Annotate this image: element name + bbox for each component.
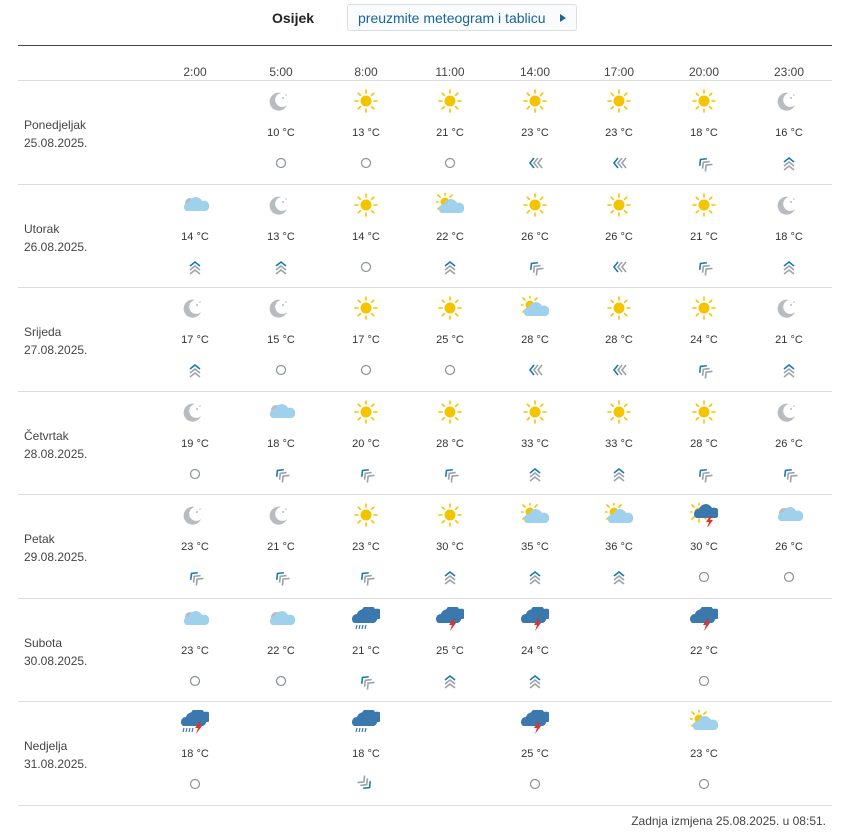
day-row: [18, 81, 832, 185]
day-date: 27.08.2025.: [24, 343, 88, 357]
temperature: 17 °C: [181, 334, 209, 346]
wind-north-icon: [780, 361, 798, 379]
wind-calm-icon: [357, 258, 375, 276]
cloud-night-icon: [267, 400, 295, 424]
temperature: 10 °C: [267, 127, 295, 139]
day-label: [24, 323, 87, 359]
temperature: 35 °C: [521, 541, 549, 553]
sun-icon: [352, 400, 380, 424]
temperature: 28 °C: [436, 437, 464, 450]
day-date: 31.08.2025.: [24, 757, 88, 771]
forecast-cell: [749, 288, 829, 391]
download-meteogram-label: preuzmite meteogram i tablicu: [358, 10, 546, 26]
day-name: Ponedjeljak: [24, 118, 87, 132]
day-label: [24, 530, 87, 566]
temperature: 24 °C: [690, 334, 718, 346]
storm-icon: [521, 710, 549, 734]
temperature: 14 °C: [352, 230, 380, 243]
temperature: 23 °C: [521, 127, 549, 139]
forecast-cell: [749, 495, 829, 598]
sun-cloud-icon: [521, 296, 549, 320]
temperature: 16 °C: [775, 127, 803, 139]
day-name: Utorak: [24, 221, 60, 236]
wind-northwest-icon: [357, 465, 375, 483]
temperature: 23 °C: [181, 644, 209, 657]
wind-northwest-icon: [272, 465, 290, 483]
moon-icon: [267, 296, 295, 320]
wind-northwest-icon: [272, 568, 290, 586]
sun-cloud-icon: [690, 710, 718, 734]
wind-northwest-icon: [780, 465, 798, 483]
wind-north-icon: [610, 568, 628, 586]
wind-northwest-icon: [695, 154, 713, 172]
day-row: [18, 288, 832, 392]
moon-icon: [181, 296, 209, 320]
temperature: 15 °C: [267, 334, 295, 346]
wind-north-icon: [186, 258, 204, 276]
forecast-cell: [495, 81, 575, 184]
wind-northwest-icon: [526, 258, 544, 276]
forecast-cell: [326, 185, 406, 288]
temperature: 23 °C: [690, 748, 718, 760]
sun-cloud-icon: [605, 503, 633, 527]
day-label: [24, 427, 87, 463]
temperature: 21 °C: [690, 230, 718, 243]
rain-icon: [352, 710, 380, 734]
moon-icon: [181, 503, 209, 527]
temperature: 22 °C: [690, 644, 718, 657]
wind-calm-icon: [695, 672, 713, 690]
wind-calm-icon: [695, 568, 713, 586]
sun-icon: [690, 89, 718, 113]
forecast-cell: [410, 392, 490, 495]
forecast-cell: [495, 288, 575, 391]
wind-calm-icon: [272, 361, 290, 379]
temperature: 28 °C: [605, 334, 633, 346]
sun-icon: [605, 296, 633, 320]
hour-label: 11:00: [435, 65, 465, 79]
temperature: 21 °C: [352, 644, 380, 657]
sun-icon: [436, 296, 464, 320]
temperature: 21 °C: [775, 334, 803, 346]
cloud-night-icon: [181, 607, 209, 631]
temperature: 25 °C: [521, 748, 549, 760]
moon-icon: [775, 89, 803, 113]
forecast-cell: [241, 288, 321, 391]
temperature: 33 °C: [605, 437, 633, 450]
forecast-cell: [495, 599, 575, 702]
forecast-cell: [241, 495, 321, 598]
wind-west-icon: [610, 361, 628, 379]
day-label: [24, 220, 87, 256]
hour-label: 14:00: [519, 65, 551, 79]
day-row: [18, 495, 832, 599]
moon-icon: [775, 400, 803, 424]
sun-icon: [436, 400, 464, 424]
forecast-cell: [410, 185, 490, 288]
temperature: 18 °C: [352, 748, 380, 760]
forecast-cell: [326, 288, 406, 391]
wind-calm-icon: [186, 465, 204, 483]
forecast-cell: [410, 81, 490, 184]
moon-icon: [267, 503, 295, 527]
forecast-cell: [326, 392, 406, 495]
day-row: [18, 702, 832, 806]
day-date: 25.08.2025.: [24, 136, 88, 150]
forecast-cell: [410, 495, 490, 598]
sun-icon: [605, 400, 633, 424]
sun-cloud-icon: [436, 193, 464, 217]
wind-calm-icon: [441, 154, 459, 172]
temperature: 22 °C: [436, 230, 464, 243]
forecast-cell: [664, 702, 744, 805]
temperature: 21 °C: [267, 541, 295, 553]
wind-calm-icon: [526, 775, 544, 793]
day-label: [24, 116, 87, 152]
forecast-cell: [749, 185, 829, 288]
hour-label: 17:00: [603, 65, 635, 79]
temperature: 23 °C: [181, 541, 209, 553]
sun-icon: [605, 193, 633, 217]
forecast-cell: [410, 288, 490, 391]
header: [0, 4, 848, 32]
wind-calm-icon: [272, 154, 290, 172]
temperature: 26 °C: [521, 230, 549, 243]
chevron-right-icon: [560, 14, 566, 22]
forecast-cell: [579, 288, 659, 391]
wind-northwest-icon: [695, 361, 713, 379]
hour-label: 20:00: [688, 65, 720, 79]
storm-icon: [436, 607, 464, 631]
wind-calm-icon: [441, 361, 459, 379]
moon-icon: [775, 193, 803, 217]
temperature: 18 °C: [267, 437, 295, 450]
hours-header-row: [18, 46, 832, 81]
wind-west-strong-icon: [526, 361, 544, 379]
forecast-cell: [326, 599, 406, 702]
wind-calm-icon: [272, 672, 290, 690]
forecast-cell: [749, 392, 829, 495]
temperature: 18 °C: [181, 748, 209, 760]
forecast-cell: [155, 288, 235, 391]
wind-calm-icon: [780, 568, 798, 586]
temperature: 25 °C: [436, 334, 464, 346]
forecast-cell: [241, 81, 321, 184]
sun-icon: [521, 89, 549, 113]
temperature: 14 °C: [181, 230, 209, 243]
day-name: Subota: [24, 635, 63, 650]
temperature: 21 °C: [436, 127, 464, 139]
forecast-cell: [749, 81, 829, 184]
wind-northwest-icon: [695, 465, 713, 483]
cloud-night-icon: [775, 503, 803, 527]
wind-calm-icon: [186, 672, 204, 690]
temperature: 33 °C: [521, 437, 549, 450]
forecast-cell: [410, 599, 490, 702]
forecast-cell: [241, 599, 321, 702]
temperature: 13 °C: [352, 127, 380, 139]
temperature: 36 °C: [605, 541, 633, 553]
hour-label: 2:00: [183, 65, 207, 79]
forecast-cell: [155, 599, 235, 702]
wind-north-icon: [441, 258, 459, 276]
forecast-table: [18, 45, 832, 806]
temperature: 23 °C: [605, 127, 633, 139]
day-name: Četvrtak: [24, 428, 69, 443]
sun-icon: [436, 503, 464, 527]
wind-calm-icon: [357, 154, 375, 172]
forecast-cell: [579, 495, 659, 598]
wind-southeast-icon: [357, 775, 375, 793]
temperature: 26 °C: [775, 437, 803, 450]
download-meteogram-button[interactable]: [347, 4, 577, 31]
forecast-cell: [495, 392, 575, 495]
wind-west-strong-icon: [610, 154, 628, 172]
moon-icon: [775, 296, 803, 320]
temperature: 19 °C: [181, 437, 209, 450]
sun-storm-icon: [690, 503, 718, 527]
wind-calm-icon: [186, 775, 204, 793]
hour-label: 8:00: [354, 65, 378, 79]
temperature: 17 °C: [352, 334, 380, 346]
day-name: Petak: [24, 532, 55, 546]
wind-north-icon: [186, 361, 204, 379]
day-name: Srijeda: [24, 325, 62, 339]
day-date: 29.08.2025.: [24, 550, 88, 564]
day-row: [18, 392, 832, 496]
wind-north-icon: [441, 672, 459, 690]
forecast-cell: [326, 495, 406, 598]
temperature: 22 °C: [267, 644, 295, 657]
wind-calm-icon: [695, 775, 713, 793]
forecast-cell: [664, 185, 744, 288]
forecast-cell: [495, 495, 575, 598]
forecast-cell: [495, 702, 575, 805]
sun-cloud-icon: [521, 503, 549, 527]
forecast-cell: [326, 702, 406, 805]
storm-icon: [690, 607, 718, 631]
temperature: 23 °C: [352, 541, 380, 553]
forecast-cell: [155, 495, 235, 598]
forecast-cell: [241, 392, 321, 495]
hour-label: 5:00: [269, 65, 293, 79]
wind-north-icon: [780, 258, 798, 276]
rain-icon: [352, 607, 380, 631]
temperature: 26 °C: [605, 230, 633, 243]
wind-northwest-icon: [357, 672, 375, 690]
wind-north-icon: [441, 568, 459, 586]
storm-icon: [521, 607, 549, 631]
sun-icon: [690, 296, 718, 320]
wind-northwest-icon: [441, 465, 459, 483]
temperature: 28 °C: [521, 334, 549, 346]
temperature: 24 °C: [521, 644, 549, 657]
wind-north-icon: [272, 258, 290, 276]
hour-label: 23:00: [773, 65, 805, 79]
wind-north-icon: [780, 154, 798, 172]
wind-north-icon: [526, 465, 544, 483]
forecast-cell: [241, 185, 321, 288]
forecast-cell: [664, 392, 744, 495]
day-date: 30.08.2025.: [24, 653, 88, 668]
sun-icon: [352, 296, 380, 320]
forecast-cell: [579, 392, 659, 495]
sun-icon: [436, 89, 464, 113]
sun-icon: [690, 193, 718, 217]
wind-north-icon: [610, 465, 628, 483]
forecast-cell: [664, 495, 744, 598]
last-update-text: Zadnja izmjena 25.08.2025. u 08:51.: [631, 814, 826, 828]
wind-northwest-icon: [357, 568, 375, 586]
temperature: 28 °C: [690, 437, 718, 450]
temperature: 26 °C: [775, 541, 803, 553]
sun-icon: [352, 89, 380, 113]
day-date: 26.08.2025.: [24, 239, 88, 254]
day-row: [18, 599, 832, 703]
temperature: 20 °C: [352, 437, 380, 450]
forecast-cell: [155, 702, 235, 805]
wind-northwest-icon: [695, 258, 713, 276]
temperature: 13 °C: [267, 230, 295, 243]
sun-icon: [690, 400, 718, 424]
day-name: Nedjelja: [24, 739, 68, 753]
sun-icon: [352, 503, 380, 527]
wind-north-icon: [526, 672, 544, 690]
moon-icon: [181, 400, 209, 424]
moon-icon: [267, 89, 295, 113]
sun-icon: [521, 400, 549, 424]
forecast-cell: [326, 81, 406, 184]
forecast-cell: [579, 185, 659, 288]
temperature: 18 °C: [775, 230, 803, 243]
sun-icon: [352, 193, 380, 217]
rain-storm-icon: [181, 710, 209, 734]
forecast-cell: [664, 81, 744, 184]
forecast-cell: [664, 288, 744, 391]
day-row: [18, 185, 832, 289]
temperature: 25 °C: [436, 644, 464, 657]
wind-west-strong-icon: [526, 154, 544, 172]
cloud-night-icon: [267, 607, 295, 631]
wind-west-icon: [610, 258, 628, 276]
moon-icon: [267, 193, 295, 217]
day-label: [24, 634, 87, 670]
day-date: 28.08.2025.: [24, 446, 88, 461]
temperature: 18 °C: [690, 127, 718, 139]
temperature: 30 °C: [690, 541, 718, 553]
cloud-night-icon: [181, 193, 209, 217]
forecast-cell: [155, 185, 235, 288]
wind-calm-icon: [357, 361, 375, 379]
temperature: 30 °C: [436, 541, 464, 553]
forecast-cell: [579, 81, 659, 184]
city-name: Osijek: [272, 10, 315, 26]
sun-icon: [521, 193, 549, 217]
forecast-cell: [495, 185, 575, 288]
day-label: [24, 737, 87, 773]
forecast-cell: [155, 392, 235, 495]
sun-icon: [605, 89, 633, 113]
wind-northwest-icon: [186, 568, 204, 586]
forecast-cell: [664, 599, 744, 702]
wind-north-icon: [526, 568, 544, 586]
